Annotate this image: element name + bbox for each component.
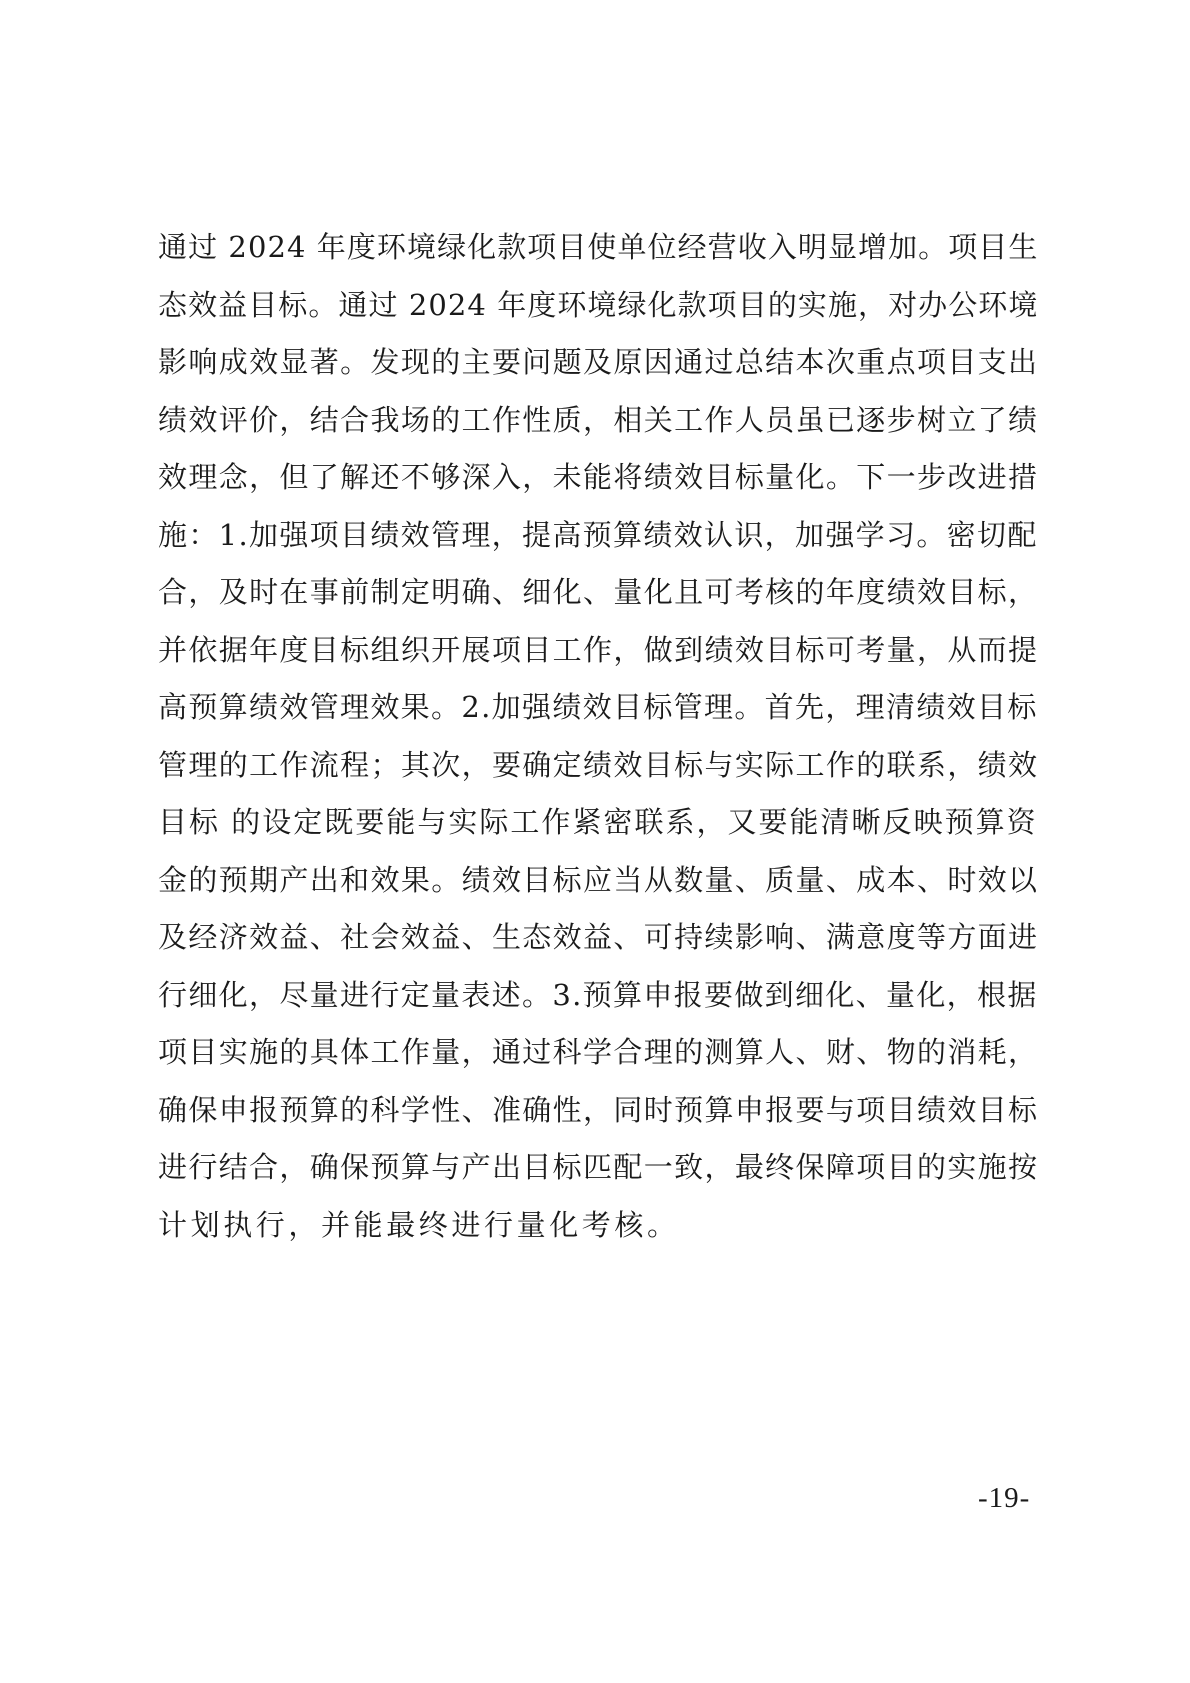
text-line: 效理念，但了解还不够深入，未能将绩效目标量化。下一步改进措 [158, 460, 1039, 494]
text-line: 管理的工作流程；其次，要确定绩效目标与实际工作的联系，绩效 [158, 747, 1039, 782]
text-line: 态效益目标。通过 2024 年度环境绿化款项目的实施，对办公环境 [158, 287, 1039, 322]
text-line: 高预算绩效管理效果。2.加强绩效目标管理。首先，理清绩效目标 [158, 690, 1038, 724]
page-number: -19- [978, 1482, 1031, 1514]
text-line: 合，及时在事前制定明确、细化、量化且可考核的年度绩效目标， [158, 575, 1039, 609]
text-line: 通过 2024 年度环境绿化款项目使单位经营收入明显增加。项目生 [158, 230, 1039, 264]
text-line: 进行结合，确保预算与产出目标匹配一致，最终保障项目的实施按 [158, 1150, 1039, 1184]
text-line: 确保申报预算的科学性、准确性，同时预算申报要与项目绩效目标 [158, 1092, 1039, 1127]
text-line: 金的预期产出和效果。绩效目标应当从数量、质量、成本、时效以 [158, 862, 1039, 897]
text-line: 施：1.加强项目绩效管理，提高预算绩效认识，加强学习。密切配 [158, 517, 1038, 552]
body-paragraph [158, 219, 1038, 1254]
text-line: 并依据年度目标组织开展项目工作，做到绩效目标可考量，从而提 [158, 632, 1039, 667]
text-line: 计划执行，并能最终进行量化考核。 [158, 1207, 680, 1242]
text-line: 及经济效益、社会效益、生态效益、可持续影响、满意度等方面进 [158, 920, 1039, 954]
text-line: 行细化，尽量进行定量表述。3.预算申报要做到细化、量化，根据 [158, 977, 1038, 1012]
text-line: 目标 的设定既要能与实际工作紧密联系，又要能清晰反映预算资 [158, 805, 1038, 839]
text-line: 绩效评价，结合我场的工作性质，相关工作人员虽已逐步树立了绩 [158, 402, 1039, 437]
text-line: 项目实施的具体工作量，通过科学合理的测算人、财、物的消耗， [158, 1035, 1039, 1069]
text-line: 影响成效显著。发现的主要问题及原因通过总结本次重点项目支出 [158, 345, 1039, 379]
